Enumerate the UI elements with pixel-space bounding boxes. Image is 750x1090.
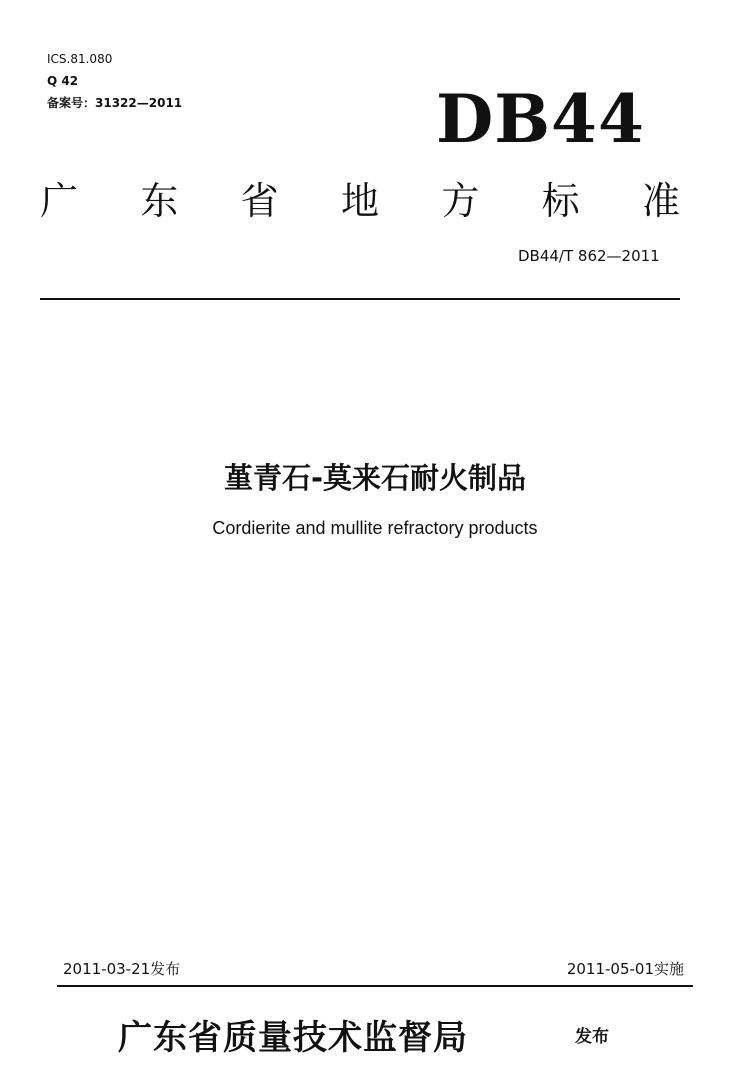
filing-number: 备案号：31322—2011 [47, 96, 183, 110]
class-code: Q 42 [47, 74, 79, 88]
standard-type-char: 广 [40, 179, 79, 223]
implementation-date: 2011-05-01实施 [566, 960, 684, 978]
standard-type-char: 省 [240, 179, 279, 223]
issuer-suffix: 发布 [575, 1027, 609, 1047]
document-title-chinese: 堇青石-莫来石耐火制品 [223, 461, 527, 495]
top-divider [40, 298, 680, 300]
issue-date: 2011-03-21发布 [63, 960, 181, 978]
standard-code: DB44 [436, 80, 645, 158]
ics-code: ICS.81.080 [47, 52, 113, 66]
standard-type-char: 准 [641, 179, 680, 223]
bottom-divider [57, 985, 693, 987]
standard-type-heading [40, 170, 680, 225]
standard-type-char: 东 [140, 179, 179, 223]
standard-type-char: 地 [340, 179, 379, 223]
standard-type-char: 方 [441, 179, 480, 223]
classification-block [47, 48, 182, 114]
document-title-english: Cordierite and mullite refractory products [212, 518, 538, 538]
issuing-authority: 广东省质量技术监督局 [118, 1018, 468, 1058]
standard-type-char: 标 [541, 179, 580, 223]
standard-number: DB44/T 862—2011 [518, 247, 660, 265]
